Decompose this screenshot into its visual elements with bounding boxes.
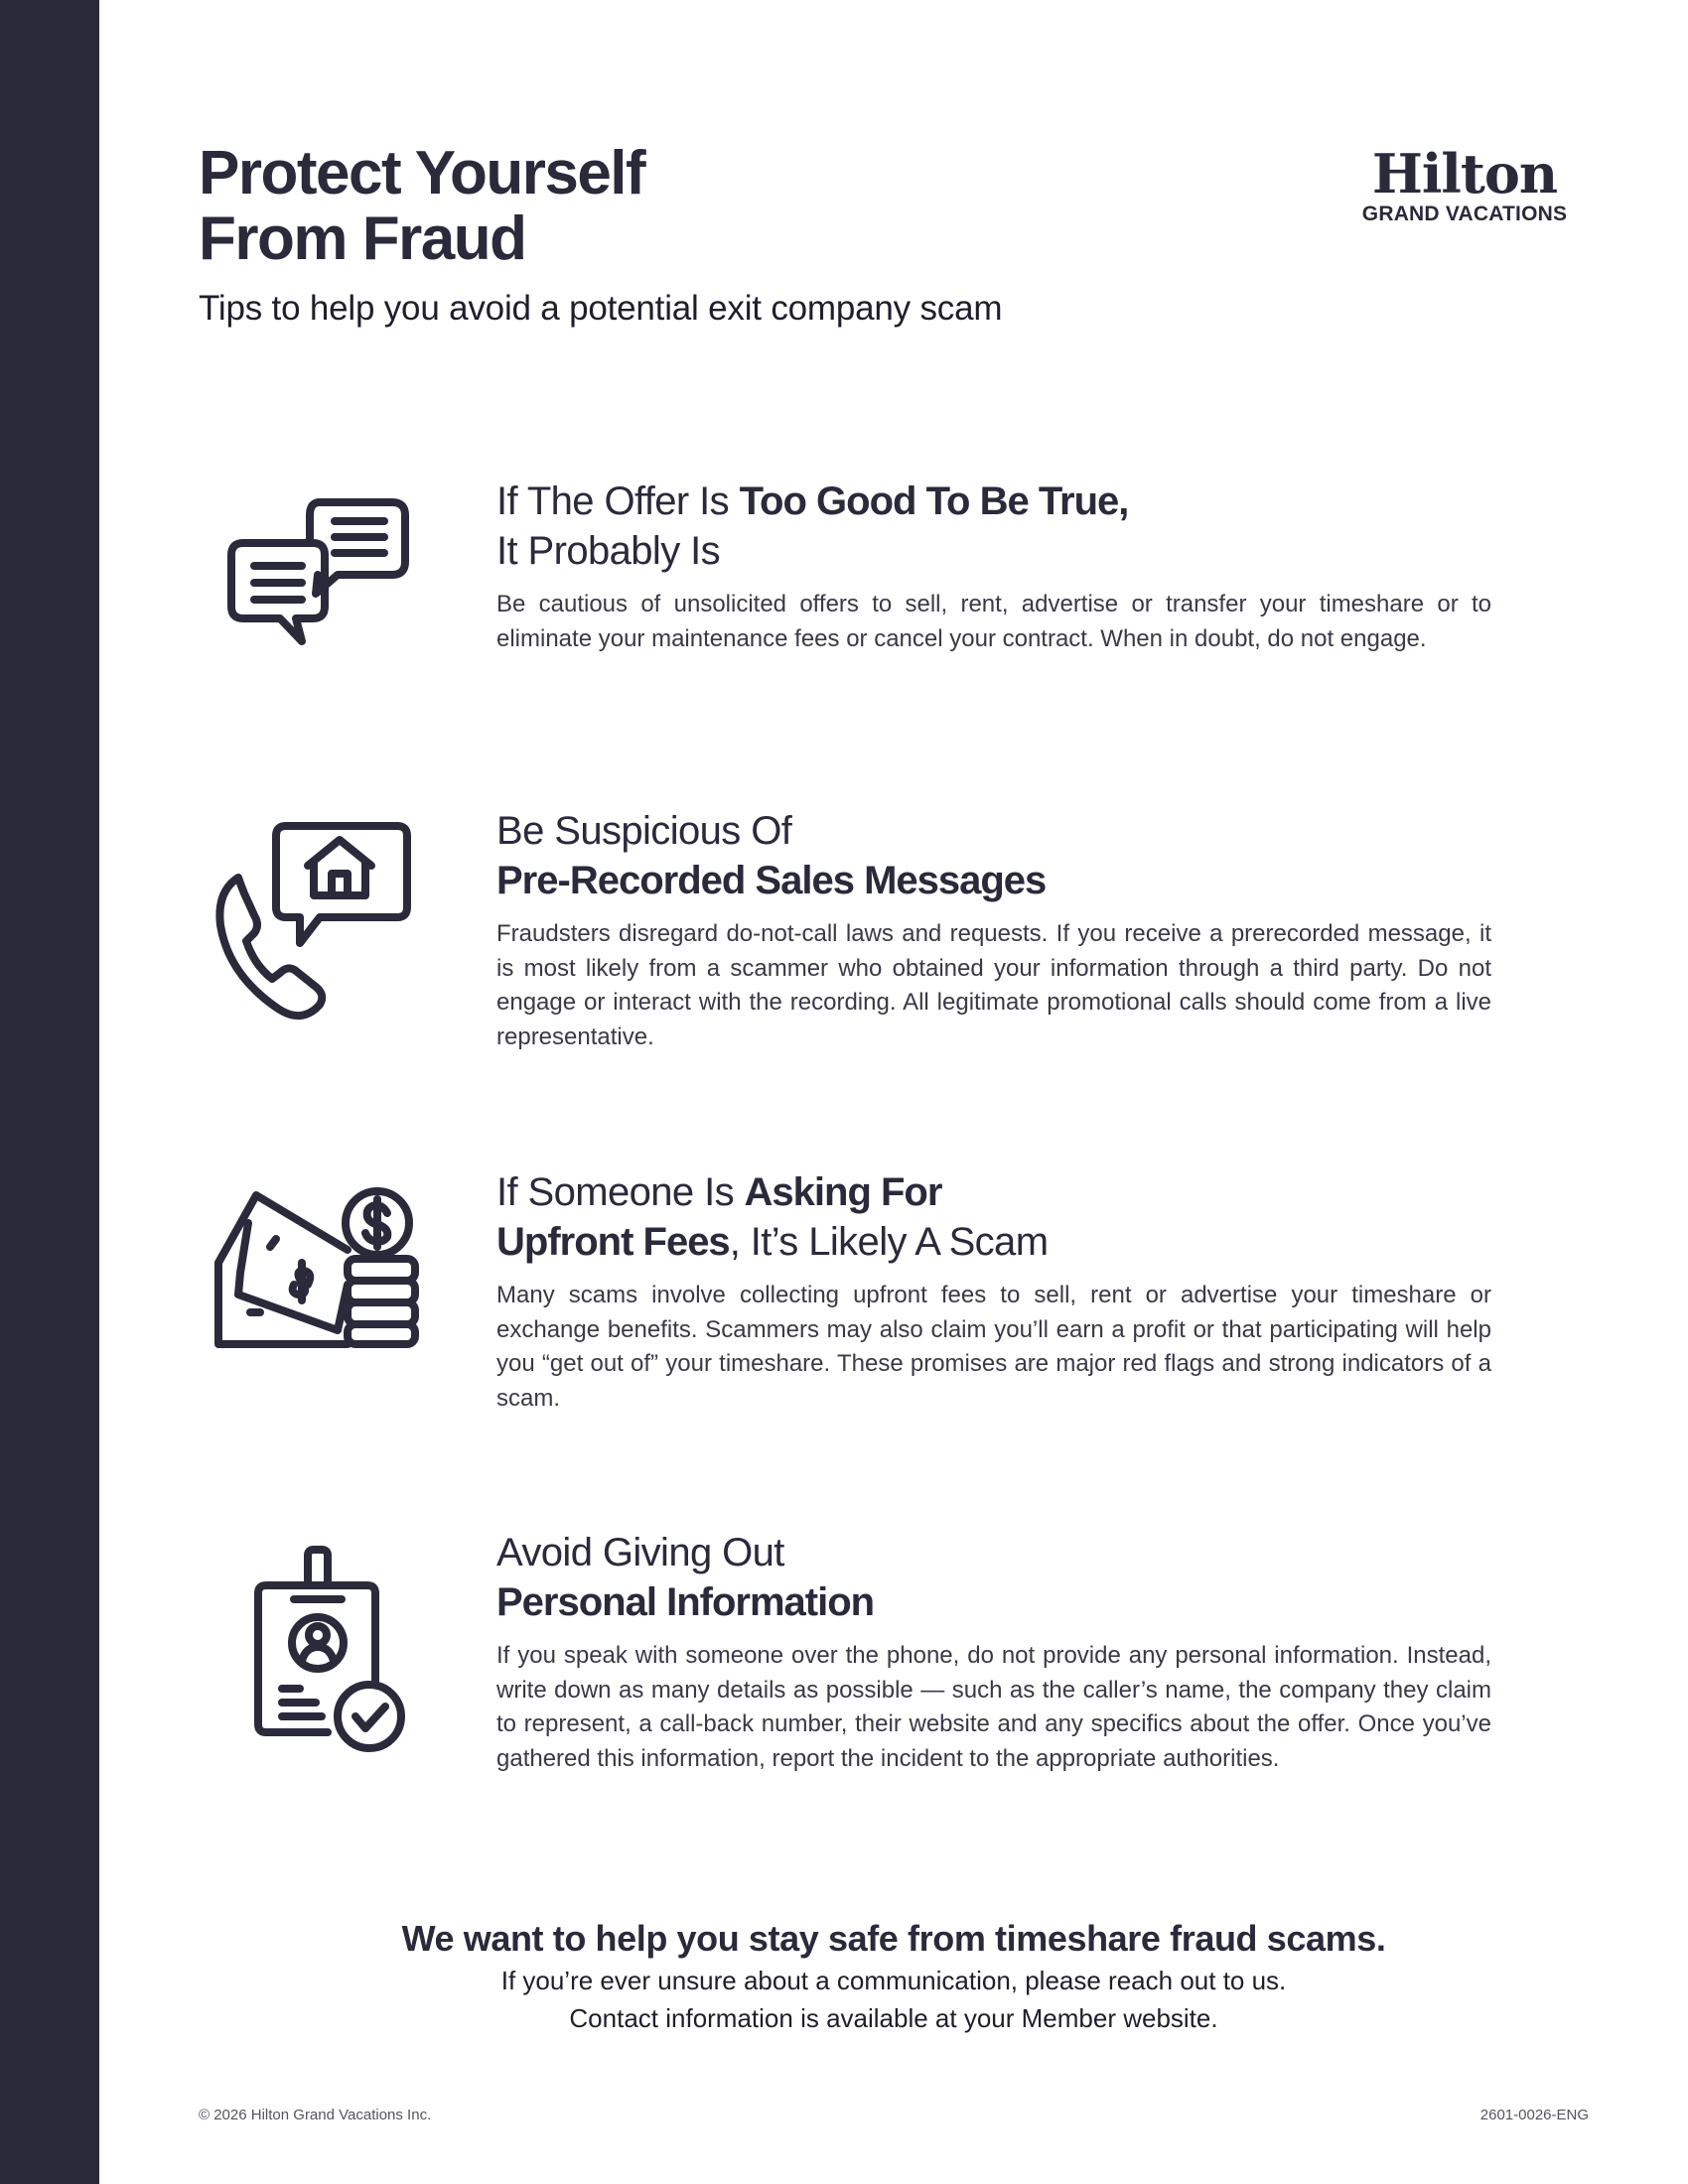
tip-heading xyxy=(496,1167,1491,1267)
page-title xyxy=(199,141,644,272)
heading-regular: , It’s Likely A Scam xyxy=(729,1220,1049,1264)
tip-description: Be cautious of unsolicited offers to sell, rent, advertise or transfer your timeshare or to eliminate your maintenance fees or cancel your contract. When in doubt, do not engage. xyxy=(496,591,1491,652)
logo-wordmark: Hilton xyxy=(1371,142,1558,205)
tip-content xyxy=(496,1528,1491,1776)
money-coins-icon xyxy=(199,1156,437,1394)
page-subtitle: Tips to help you avoid a potential exit company scam xyxy=(199,289,1003,328)
side-accent-bar xyxy=(0,0,99,2184)
chat-bubbles-icon xyxy=(199,471,437,709)
hilton-grand-vacations-logo xyxy=(1336,142,1594,226)
heading-regular: It Probably Is xyxy=(496,529,721,573)
tip-heading xyxy=(496,806,1491,905)
heading-regular: Be Suspicious Of xyxy=(496,809,792,853)
id-badge-check-icon xyxy=(199,1528,437,1766)
phone-house-message-icon xyxy=(199,796,437,1034)
closing-line-2: Contact information is available at your Member website. xyxy=(569,2003,1218,2033)
tip-content xyxy=(496,1167,1491,1416)
document-code: 2601-0026-ENG xyxy=(1479,2107,1589,2123)
title-line-1: Protect Yourself xyxy=(199,139,645,207)
closing-heading: We want to help you stay safe from timeshare fraud scams. xyxy=(401,1918,1386,1959)
heading-regular: If The Offer Is xyxy=(496,479,740,523)
heading-bold: Personal Information xyxy=(496,1580,875,1624)
tip-content xyxy=(496,806,1491,1054)
title-line-2: From Fraud xyxy=(199,205,526,273)
heading-bold: Upfront Fees xyxy=(496,1220,730,1264)
tip-heading xyxy=(496,477,1491,576)
heading-regular: Avoid Giving Out xyxy=(496,1531,784,1574)
copyright-notice: © 2026 Hilton Grand Vacations Inc. xyxy=(199,2107,432,2123)
closing-line-1: If you’re ever unsure about a communication, please reach out to us. xyxy=(500,1966,1287,1995)
heading-bold: Asking For xyxy=(744,1170,942,1214)
tip-description: Many scams involve collecting upfront fees to sell, rent or advertise your timeshare or exchange benefits. Scammers may also claim you’ll earn a profit or that participating will help you “get out of” your timeshare. These promises are major red flags and strong indicators of a scam. xyxy=(496,1282,1491,1412)
heading-bold: Pre-Recorded Sales Messages xyxy=(496,859,1047,902)
tip-content xyxy=(496,477,1491,656)
closing-message xyxy=(99,1916,1688,2037)
tip-description: If you speak with someone over the phone, do not provide any personal information. Instead, write down as many details as possible — such as the caller’s name, the company they claim to represent, a call-back number, their website and any specifics about the offer. Once you’ve gathered this information, report the incident to the appropriate authorities. xyxy=(496,1642,1491,1772)
logo-subtitle: GRAND VACATIONS xyxy=(1361,203,1568,225)
tip-description: Fraudsters disregard do-not-call laws and requests. If you receive a prerecorded message, it is most likely from a scammer who obtained your information through a third party. Do not engage or interact with the recording. All legitimate promotional calls should come from a live representative. xyxy=(496,920,1491,1050)
heading-bold: Too Good To Be True, xyxy=(739,479,1129,523)
heading-regular: If Someone Is xyxy=(496,1170,745,1214)
tip-heading xyxy=(496,1528,1491,1627)
